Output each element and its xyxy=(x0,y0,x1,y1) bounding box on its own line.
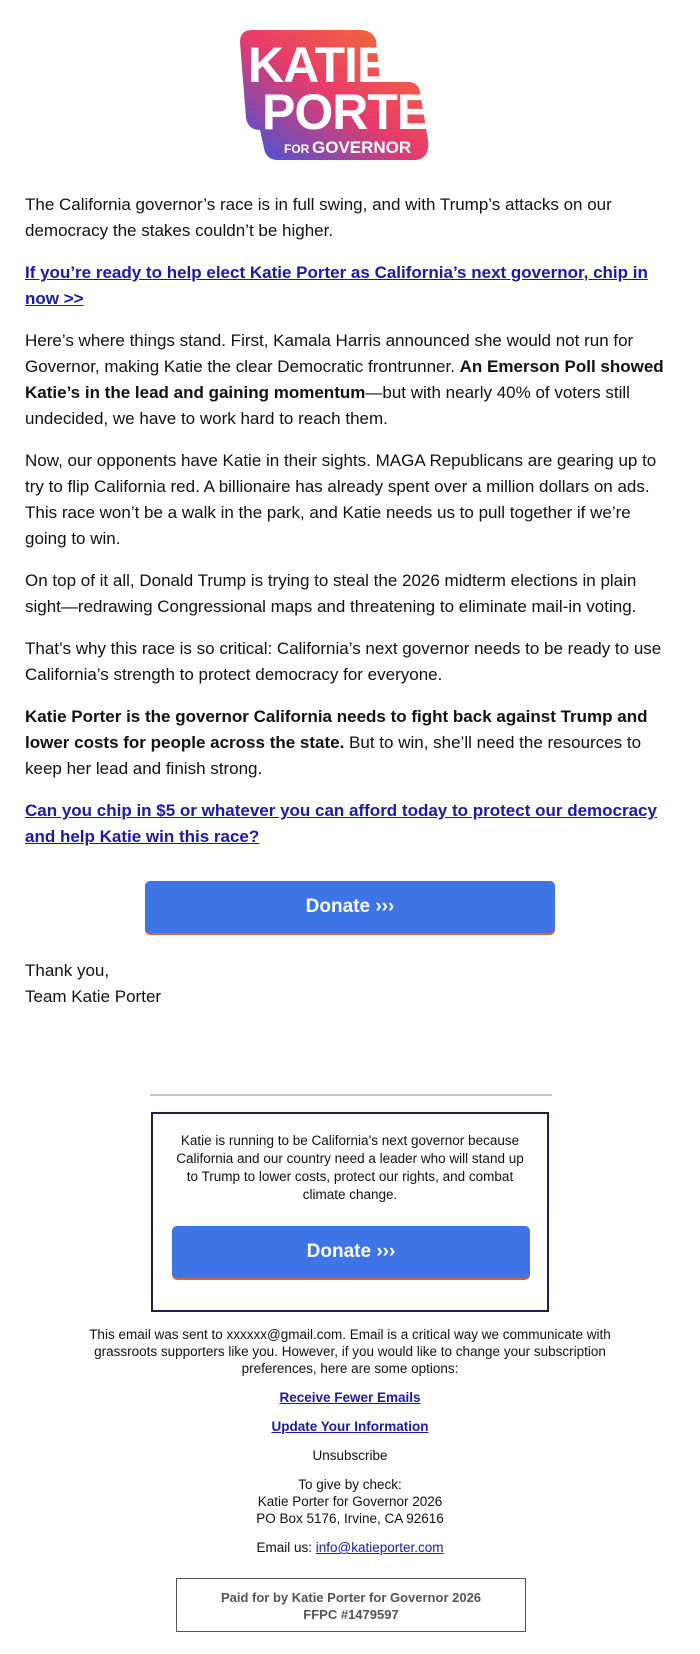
signature-text: Team Katie Porter xyxy=(25,987,162,1006)
check-info xyxy=(60,1476,640,1527)
opponents-paragraph: Now, our opponents have Katie in their sights. MAGA Republicans are gearing up to try to flip California red. A billionaire has already spent over a million dollars on ads. This race won’t be a walk in the park, and Katie needs us to pull together if we’re going to win. xyxy=(25,451,657,548)
status-text-a: Here’s where things stand. First, Kamala Harris announced she would not run for Governor, making Katie the clear Democratic frontrunner. xyxy=(25,331,634,376)
logo-text-katie: KATIE xyxy=(248,37,390,93)
ffpc-text: FFPC #1479597 xyxy=(303,1607,399,1622)
governor-bold-text: Katie Porter is the governor California needs to fight back against Trump and lower costs for people across the state. xyxy=(25,707,648,752)
email-us-line xyxy=(60,1539,640,1556)
logo-text-governor: GOVERNOR xyxy=(312,138,412,157)
paid-for-box xyxy=(176,1578,526,1632)
email-address-link[interactable]: info@katieporter.com xyxy=(315,1540,444,1555)
campaign-logo xyxy=(240,30,450,170)
paid-for-text: Paid for by Katie Porter for Governor 2026 xyxy=(220,1590,482,1605)
chip-in-link[interactable]: If you’re ready to help elect Katie Porter as California’s next governor, chip in now >> xyxy=(25,263,648,308)
critical-paragraph: That’s why this race is so critical: California’s next governor needs to be ready to use California’s strength to protect democracy for everyone. xyxy=(25,639,662,684)
status-text-b: —but with nearly 40% of voters still undecided, we have to work hard to reach them. xyxy=(25,383,630,428)
receive-fewer-emails-link[interactable]: Receive Fewer Emails xyxy=(279,1390,421,1405)
unsubscribe-link[interactable]: Unsubscribe xyxy=(312,1448,388,1463)
logo-text-for: FOR xyxy=(284,142,310,156)
check-title: To give by check: xyxy=(298,1477,402,1492)
governor-paragraph xyxy=(25,704,673,782)
email-us-label: Email us: xyxy=(256,1540,316,1555)
email-body xyxy=(25,192,673,866)
check-address: PO Box 5176, Irvine, CA 92616 xyxy=(256,1511,444,1526)
footer xyxy=(60,1326,640,1568)
update-information-link[interactable]: Update Your Information xyxy=(271,1419,429,1434)
about-box xyxy=(151,1112,549,1312)
governor-text: But to win, she’ll need the resources to keep her lead and finish strong. xyxy=(25,733,642,778)
about-text: Katie is running to be California’s next governor because California and our country need a leader who will stand up to Trump to lower costs, protect our rights, and combat climate change. xyxy=(176,1133,524,1202)
thank-you-text: Thank you, xyxy=(25,961,110,980)
email-notice: This email was sent to xxxxxx@gmail.com. Email is a critical way we communicate with grassroots supporters like you. However, if you would like to change your subscription preferences, here are some options: xyxy=(89,1327,611,1376)
emerson-poll-text: An Emerson Poll showed Katie’s in the lead and gaining momentum xyxy=(25,357,664,402)
status-paragraph xyxy=(25,328,673,432)
intro-paragraph: The California governor’s race is in full swing, and with Trump’s attacks on our democracy the stakes couldn’t be higher. xyxy=(25,195,612,240)
signoff xyxy=(25,958,161,1010)
logo-text-porter: PORTER xyxy=(262,84,450,140)
logo-graphic xyxy=(240,30,450,170)
trump-paragraph: On top of it all, Donald Trump is trying to steal the 2026 midterm elections in plain sight—redrawing Congressional maps and threatening to eliminate mail-in voting. xyxy=(25,571,637,616)
divider xyxy=(150,1094,552,1096)
donate-button-box[interactable]: Donate ››› xyxy=(172,1226,530,1278)
check-name: Katie Porter for Governor 2026 xyxy=(257,1494,443,1509)
chip-in-5-link[interactable]: Can you chip in $5 or whatever you can afford today to protect our democracy and help Katie win this race? xyxy=(25,801,657,846)
donate-button[interactable]: Donate ››› xyxy=(145,881,555,933)
